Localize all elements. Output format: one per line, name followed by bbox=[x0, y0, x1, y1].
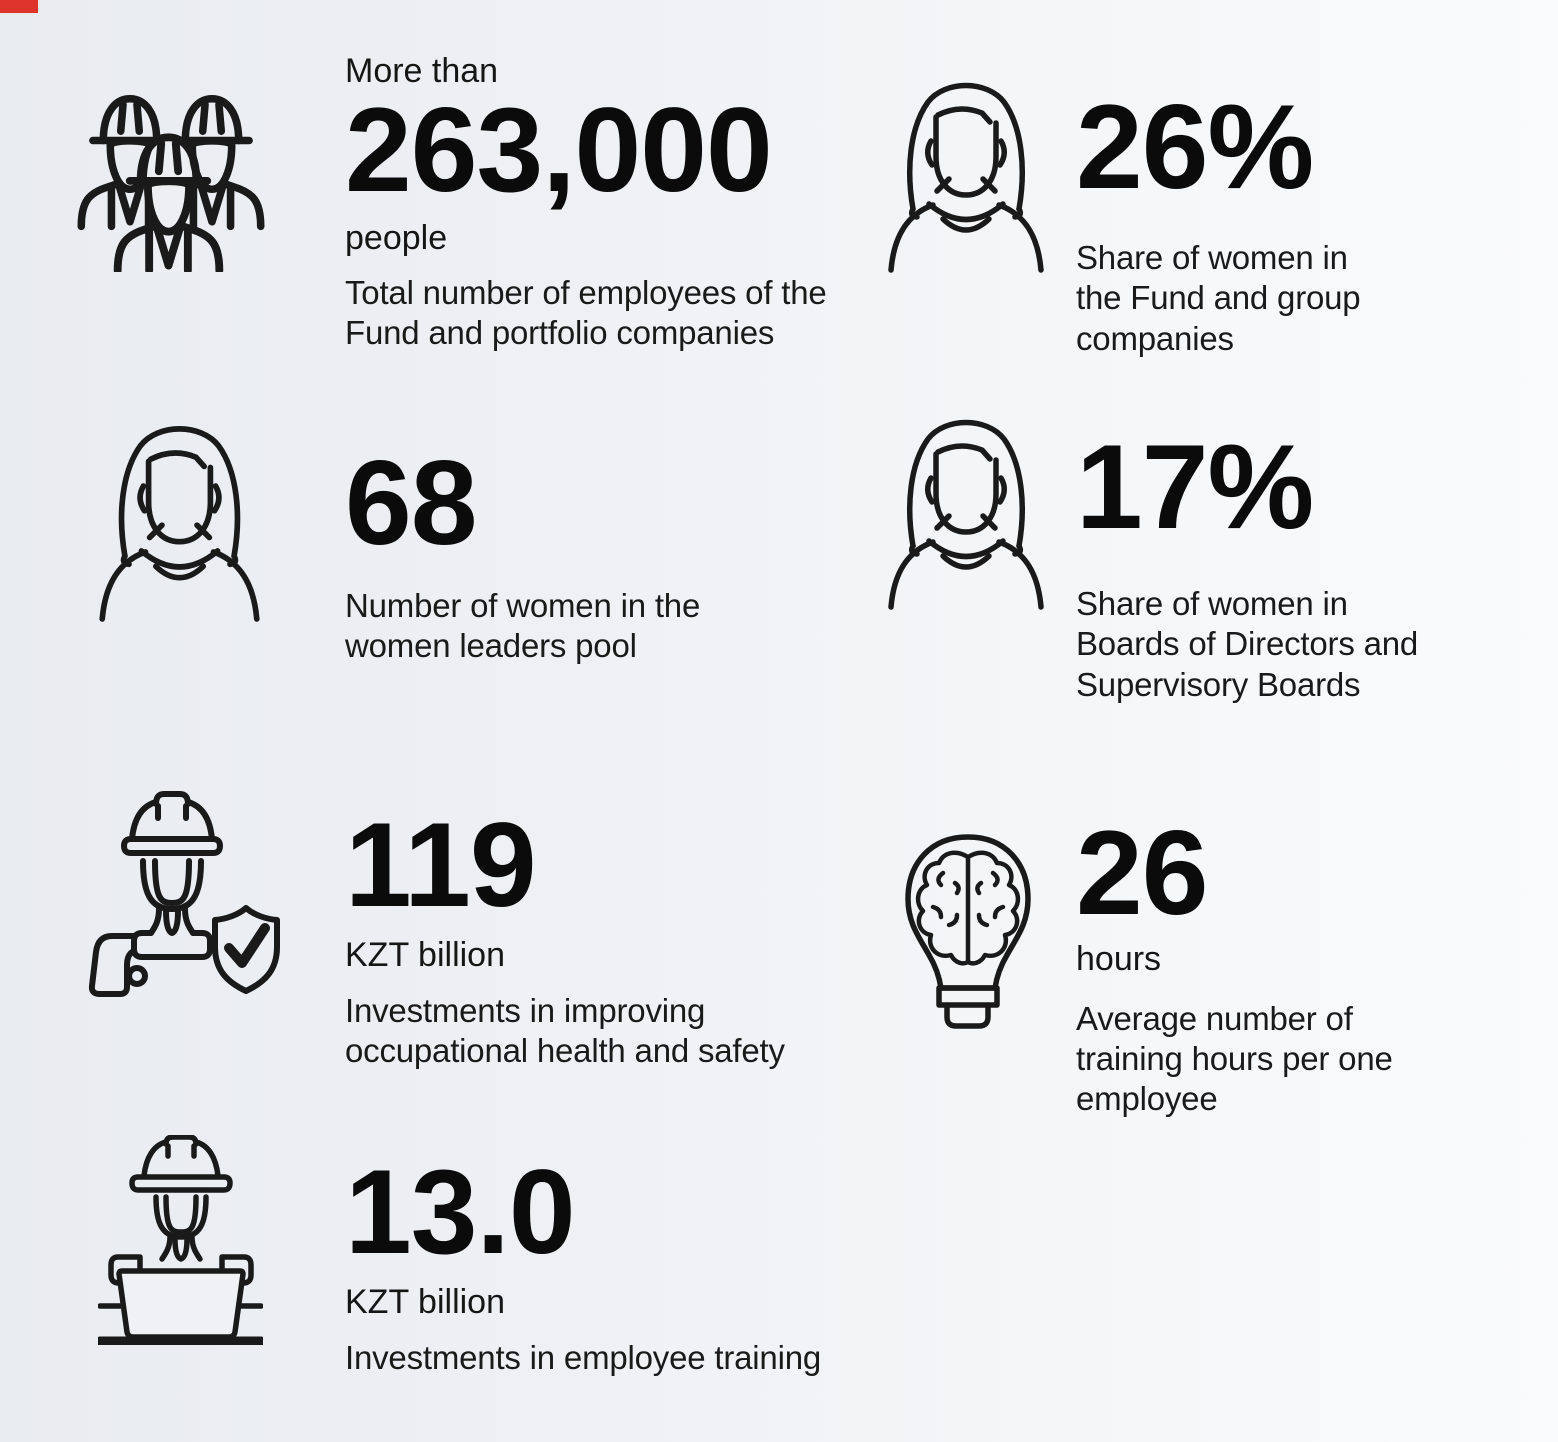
stat-unit: KZT billion bbox=[345, 1283, 505, 1321]
stat-value: 263,000 bbox=[345, 82, 772, 217]
stat-value: 13.0 bbox=[345, 1145, 575, 1279]
stat-value: 119 bbox=[345, 798, 536, 932]
page-corner-tab bbox=[0, 0, 38, 13]
woman-icon bbox=[886, 73, 1046, 273]
stat-text bbox=[345, 798, 845, 1071]
stat-description: Share of women in Boards of Directors and Supervisory Boards bbox=[1076, 585, 1419, 703]
stat-text bbox=[345, 50, 885, 354]
brain-bulb-icon bbox=[895, 833, 1040, 1038]
stat-prefix: More than bbox=[345, 52, 499, 90]
stat-unit: people bbox=[345, 218, 448, 257]
stat-description: Average number of training hours per one employee bbox=[1076, 999, 1393, 1117]
stat-value: 26% bbox=[1076, 80, 1314, 214]
worker-laptop-icon bbox=[98, 1135, 263, 1345]
stat-text bbox=[1076, 80, 1376, 359]
stat-text bbox=[1076, 806, 1446, 1119]
stat-text bbox=[345, 1145, 905, 1378]
stat-unit: hours bbox=[1076, 940, 1162, 978]
workers-icon bbox=[46, 80, 296, 272]
stat-text bbox=[345, 436, 765, 667]
stat-description: Investments in employee training bbox=[345, 1338, 822, 1376]
stat-description: Investments in improving occupational health and safety bbox=[345, 991, 785, 1069]
stat-value: 68 bbox=[345, 436, 477, 570]
stat-unit: KZT billion bbox=[345, 936, 505, 974]
stat-value: 17% bbox=[1076, 420, 1314, 554]
stat-description: Share of women in the Fund and group companies bbox=[1076, 239, 1361, 357]
stat-description: Number of women in the women leaders pool bbox=[345, 587, 701, 665]
woman-icon bbox=[97, 416, 262, 622]
worker-shield-icon bbox=[70, 790, 285, 1015]
stat-text bbox=[1076, 420, 1431, 705]
stat-description: Total number of employees of the Fund and portfolio companies bbox=[345, 274, 827, 352]
woman-icon bbox=[886, 410, 1046, 610]
stat-value: 26 bbox=[1076, 806, 1208, 940]
